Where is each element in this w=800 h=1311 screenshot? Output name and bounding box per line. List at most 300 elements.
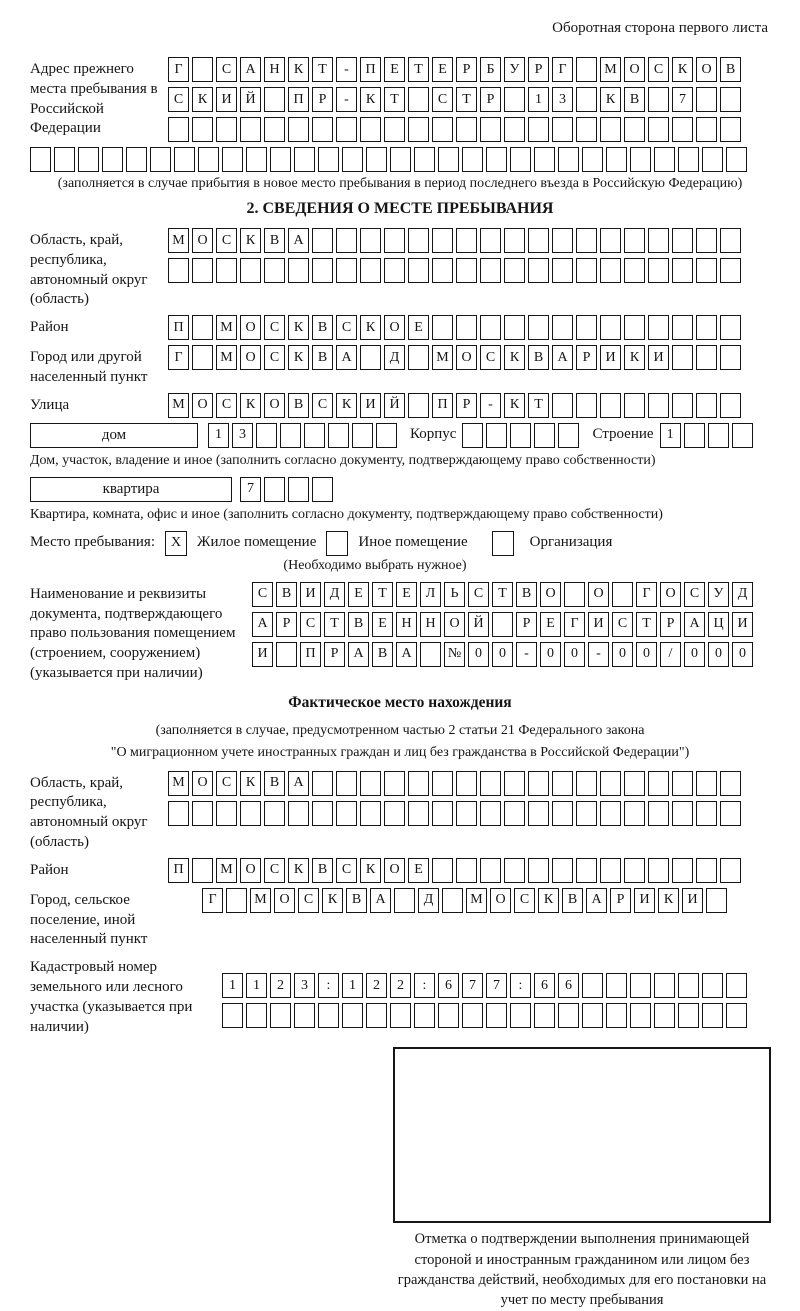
char-box[interactable] bbox=[456, 258, 477, 283]
actual-region-row-2[interactable] bbox=[168, 801, 744, 826]
char-box[interactable]: Д bbox=[324, 582, 345, 607]
char-box[interactable] bbox=[630, 147, 651, 172]
char-box[interactable] bbox=[696, 771, 717, 796]
char-box[interactable] bbox=[462, 147, 483, 172]
char-box[interactable]: П bbox=[288, 87, 309, 112]
char-box[interactable]: М bbox=[432, 345, 453, 370]
char-box[interactable]: К bbox=[288, 858, 309, 883]
char-box[interactable] bbox=[606, 1003, 627, 1028]
char-box[interactable] bbox=[432, 228, 453, 253]
char-box[interactable] bbox=[552, 315, 573, 340]
char-box[interactable]: 1 bbox=[222, 973, 243, 998]
char-box[interactable] bbox=[504, 315, 525, 340]
char-box[interactable] bbox=[672, 117, 693, 142]
char-box[interactable]: В bbox=[348, 612, 369, 637]
char-box[interactable]: 3 bbox=[552, 87, 573, 112]
char-box[interactable]: Д bbox=[732, 582, 753, 607]
char-box[interactable]: В bbox=[312, 315, 333, 340]
char-box[interactable]: 0 bbox=[564, 642, 585, 667]
char-box[interactable]: 7 bbox=[462, 973, 483, 998]
char-box[interactable]: К bbox=[360, 315, 381, 340]
char-box[interactable] bbox=[600, 228, 621, 253]
char-box[interactable]: С bbox=[336, 858, 357, 883]
char-box[interactable]: - bbox=[336, 57, 357, 82]
char-box[interactable] bbox=[558, 147, 579, 172]
char-box[interactable] bbox=[702, 973, 723, 998]
char-box[interactable] bbox=[312, 117, 333, 142]
char-box[interactable]: - bbox=[516, 642, 537, 667]
char-box[interactable]: С bbox=[684, 582, 705, 607]
char-box[interactable] bbox=[672, 345, 693, 370]
char-box[interactable]: Г bbox=[202, 888, 223, 913]
char-box[interactable] bbox=[480, 315, 501, 340]
char-box[interactable] bbox=[684, 423, 705, 448]
char-box[interactable]: Р bbox=[480, 87, 501, 112]
char-box[interactable] bbox=[432, 258, 453, 283]
char-box[interactable]: Р bbox=[456, 57, 477, 82]
char-box[interactable]: И bbox=[588, 612, 609, 637]
char-box[interactable]: О bbox=[696, 57, 717, 82]
char-box[interactable] bbox=[696, 258, 717, 283]
char-box[interactable]: В bbox=[720, 57, 741, 82]
char-box[interactable]: 1 bbox=[342, 973, 363, 998]
char-box[interactable]: 0 bbox=[732, 642, 753, 667]
char-box[interactable] bbox=[504, 771, 525, 796]
char-box[interactable] bbox=[336, 258, 357, 283]
char-box[interactable]: К bbox=[360, 87, 381, 112]
char-box[interactable] bbox=[552, 117, 573, 142]
char-box[interactable]: О bbox=[384, 315, 405, 340]
char-box[interactable]: О bbox=[624, 57, 645, 82]
apartment-type-box[interactable]: квартира bbox=[30, 477, 232, 502]
char-box[interactable] bbox=[264, 87, 285, 112]
char-box[interactable]: - bbox=[588, 642, 609, 667]
char-box[interactable] bbox=[576, 57, 597, 82]
char-box[interactable] bbox=[432, 771, 453, 796]
char-box[interactable] bbox=[576, 87, 597, 112]
char-box[interactable]: П bbox=[168, 315, 189, 340]
char-box[interactable] bbox=[312, 258, 333, 283]
char-box[interactable] bbox=[462, 423, 483, 448]
char-box[interactable] bbox=[720, 393, 741, 418]
char-box[interactable]: К bbox=[672, 57, 693, 82]
char-box[interactable]: Р bbox=[456, 393, 477, 418]
char-box[interactable] bbox=[648, 771, 669, 796]
char-box[interactable] bbox=[480, 771, 501, 796]
char-box[interactable] bbox=[732, 423, 753, 448]
char-box[interactable] bbox=[648, 117, 669, 142]
prev-address-row-4[interactable] bbox=[30, 147, 770, 172]
char-box[interactable] bbox=[672, 771, 693, 796]
char-box[interactable] bbox=[432, 801, 453, 826]
char-box[interactable]: 1 bbox=[246, 973, 267, 998]
char-box[interactable] bbox=[216, 258, 237, 283]
char-box[interactable] bbox=[696, 801, 717, 826]
char-box[interactable] bbox=[624, 117, 645, 142]
char-box[interactable]: С bbox=[252, 582, 273, 607]
char-box[interactable] bbox=[312, 477, 333, 502]
char-box[interactable] bbox=[408, 258, 429, 283]
char-box[interactable]: В bbox=[528, 345, 549, 370]
char-box[interactable] bbox=[624, 801, 645, 826]
char-box[interactable] bbox=[102, 147, 123, 172]
checkbox-residential[interactable]: X bbox=[165, 531, 187, 556]
char-box[interactable] bbox=[510, 147, 531, 172]
char-box[interactable]: Т bbox=[408, 57, 429, 82]
char-box[interactable] bbox=[504, 258, 525, 283]
char-box[interactable] bbox=[342, 147, 363, 172]
actual-city-row[interactable] bbox=[202, 888, 730, 913]
char-box[interactable] bbox=[486, 423, 507, 448]
char-box[interactable]: К bbox=[288, 315, 309, 340]
char-box[interactable]: 0 bbox=[492, 642, 513, 667]
char-box[interactable] bbox=[408, 228, 429, 253]
char-box[interactable]: С bbox=[264, 345, 285, 370]
cadastral-row-1[interactable] bbox=[222, 973, 750, 998]
char-box[interactable] bbox=[672, 228, 693, 253]
char-box[interactable]: О bbox=[264, 393, 285, 418]
char-box[interactable] bbox=[126, 147, 147, 172]
char-box[interactable]: М bbox=[216, 315, 237, 340]
char-box[interactable]: И bbox=[732, 612, 753, 637]
char-box[interactable]: К bbox=[360, 858, 381, 883]
char-box[interactable] bbox=[222, 147, 243, 172]
char-box[interactable] bbox=[408, 393, 429, 418]
char-box[interactable] bbox=[672, 801, 693, 826]
char-box[interactable]: 2 bbox=[366, 973, 387, 998]
char-box[interactable]: С bbox=[298, 888, 319, 913]
char-box[interactable]: С bbox=[432, 87, 453, 112]
char-box[interactable] bbox=[360, 801, 381, 826]
char-box[interactable]: А bbox=[252, 612, 273, 637]
char-box[interactable] bbox=[432, 858, 453, 883]
char-box[interactable]: И bbox=[300, 582, 321, 607]
char-box[interactable]: Н bbox=[264, 57, 285, 82]
char-box[interactable]: К bbox=[240, 228, 261, 253]
char-box[interactable] bbox=[528, 258, 549, 283]
char-box[interactable] bbox=[534, 147, 555, 172]
char-box[interactable]: М bbox=[168, 228, 189, 253]
char-box[interactable]: С bbox=[514, 888, 535, 913]
char-box[interactable]: / bbox=[660, 642, 681, 667]
char-box[interactable] bbox=[600, 771, 621, 796]
char-box[interactable]: - bbox=[336, 87, 357, 112]
char-box[interactable] bbox=[456, 228, 477, 253]
char-box[interactable]: К bbox=[322, 888, 343, 913]
char-box[interactable] bbox=[192, 801, 213, 826]
char-box[interactable] bbox=[408, 345, 429, 370]
char-box[interactable] bbox=[582, 1003, 603, 1028]
char-box[interactable] bbox=[654, 147, 675, 172]
char-box[interactable]: 0 bbox=[540, 642, 561, 667]
char-box[interactable]: П bbox=[168, 858, 189, 883]
char-box[interactable]: С bbox=[216, 771, 237, 796]
char-box[interactable]: С bbox=[264, 858, 285, 883]
char-box[interactable]: В bbox=[372, 642, 393, 667]
char-box[interactable]: К bbox=[288, 345, 309, 370]
char-box[interactable] bbox=[696, 345, 717, 370]
char-box[interactable] bbox=[720, 87, 741, 112]
char-box[interactable]: М bbox=[168, 393, 189, 418]
char-box[interactable] bbox=[504, 117, 525, 142]
char-box[interactable] bbox=[376, 423, 397, 448]
char-box[interactable] bbox=[720, 258, 741, 283]
char-box[interactable] bbox=[624, 393, 645, 418]
char-box[interactable] bbox=[654, 973, 675, 998]
char-box[interactable] bbox=[174, 147, 195, 172]
char-box[interactable]: А bbox=[288, 228, 309, 253]
street-row[interactable] bbox=[168, 393, 744, 418]
char-box[interactable] bbox=[360, 228, 381, 253]
char-box[interactable] bbox=[198, 147, 219, 172]
char-box[interactable] bbox=[168, 117, 189, 142]
document-row-1[interactable] bbox=[252, 582, 756, 607]
char-box[interactable] bbox=[504, 858, 525, 883]
char-box[interactable]: 0 bbox=[468, 642, 489, 667]
char-box[interactable]: Ц bbox=[708, 612, 729, 637]
char-box[interactable] bbox=[606, 973, 627, 998]
char-box[interactable] bbox=[408, 801, 429, 826]
char-box[interactable] bbox=[528, 117, 549, 142]
char-box[interactable] bbox=[504, 228, 525, 253]
char-box[interactable]: С bbox=[216, 393, 237, 418]
char-box[interactable] bbox=[240, 117, 261, 142]
char-box[interactable]: А bbox=[684, 612, 705, 637]
house-number-cells[interactable] bbox=[208, 423, 400, 448]
char-box[interactable]: 1 bbox=[208, 423, 229, 448]
char-box[interactable] bbox=[576, 858, 597, 883]
char-box[interactable] bbox=[528, 228, 549, 253]
district-row[interactable] bbox=[168, 315, 744, 340]
char-box[interactable]: К bbox=[624, 345, 645, 370]
char-box[interactable] bbox=[384, 228, 405, 253]
char-box[interactable]: У bbox=[708, 582, 729, 607]
city-row[interactable] bbox=[168, 345, 744, 370]
char-box[interactable]: Г bbox=[636, 582, 657, 607]
char-box[interactable] bbox=[192, 258, 213, 283]
char-box[interactable] bbox=[384, 258, 405, 283]
char-box[interactable] bbox=[394, 888, 415, 913]
char-box[interactable]: Е bbox=[396, 582, 417, 607]
char-box[interactable]: 1 bbox=[660, 423, 681, 448]
char-box[interactable]: Ь bbox=[444, 582, 465, 607]
char-box[interactable] bbox=[30, 147, 51, 172]
char-box[interactable]: Е bbox=[348, 582, 369, 607]
char-box[interactable]: Т bbox=[492, 582, 513, 607]
char-box[interactable]: О bbox=[274, 888, 295, 913]
char-box[interactable]: С bbox=[468, 582, 489, 607]
stroenie-cells[interactable] bbox=[660, 423, 756, 448]
char-box[interactable] bbox=[552, 258, 573, 283]
char-box[interactable] bbox=[582, 147, 603, 172]
char-box[interactable]: : bbox=[414, 973, 435, 998]
char-box[interactable] bbox=[504, 87, 525, 112]
char-box[interactable] bbox=[294, 1003, 315, 1028]
char-box[interactable] bbox=[384, 117, 405, 142]
char-box[interactable] bbox=[480, 858, 501, 883]
char-box[interactable]: Т bbox=[528, 393, 549, 418]
char-box[interactable]: 2 bbox=[270, 973, 291, 998]
char-box[interactable]: Е bbox=[408, 315, 429, 340]
char-box[interactable] bbox=[192, 57, 213, 82]
prev-address-row-3[interactable] bbox=[168, 117, 744, 142]
char-box[interactable] bbox=[304, 423, 325, 448]
char-box[interactable] bbox=[270, 1003, 291, 1028]
char-box[interactable] bbox=[534, 1003, 555, 1028]
char-box[interactable]: В bbox=[562, 888, 583, 913]
char-box[interactable] bbox=[706, 888, 727, 913]
char-box[interactable]: 7 bbox=[240, 477, 261, 502]
char-box[interactable]: К bbox=[288, 57, 309, 82]
korpus-cells[interactable] bbox=[462, 423, 582, 448]
char-box[interactable] bbox=[480, 117, 501, 142]
char-box[interactable] bbox=[342, 1003, 363, 1028]
char-box[interactable] bbox=[408, 117, 429, 142]
char-box[interactable] bbox=[600, 801, 621, 826]
document-row-2[interactable] bbox=[252, 612, 756, 637]
char-box[interactable]: И bbox=[252, 642, 273, 667]
char-box[interactable]: О bbox=[490, 888, 511, 913]
char-box[interactable] bbox=[54, 147, 75, 172]
char-box[interactable] bbox=[576, 393, 597, 418]
char-box[interactable]: Г bbox=[564, 612, 585, 637]
char-box[interactable]: Р bbox=[610, 888, 631, 913]
char-box[interactable] bbox=[696, 228, 717, 253]
char-box[interactable]: А bbox=[240, 57, 261, 82]
char-box[interactable]: 3 bbox=[232, 423, 253, 448]
char-box[interactable]: - bbox=[480, 393, 501, 418]
region-row-1[interactable] bbox=[168, 228, 744, 253]
apartment-number-cells[interactable] bbox=[240, 477, 336, 502]
char-box[interactable] bbox=[240, 801, 261, 826]
char-box[interactable]: А bbox=[348, 642, 369, 667]
char-box[interactable]: В bbox=[624, 87, 645, 112]
char-box[interactable] bbox=[558, 423, 579, 448]
char-box[interactable] bbox=[600, 117, 621, 142]
char-box[interactable]: Е bbox=[408, 858, 429, 883]
char-box[interactable]: О bbox=[384, 858, 405, 883]
char-box[interactable]: 0 bbox=[612, 642, 633, 667]
char-box[interactable] bbox=[624, 315, 645, 340]
char-box[interactable] bbox=[168, 258, 189, 283]
char-box[interactable]: С bbox=[648, 57, 669, 82]
char-box[interactable] bbox=[600, 858, 621, 883]
checkbox-other-premises[interactable] bbox=[326, 531, 348, 556]
char-box[interactable] bbox=[192, 345, 213, 370]
char-box[interactable] bbox=[576, 117, 597, 142]
char-box[interactable] bbox=[678, 147, 699, 172]
char-box[interactable]: Г bbox=[552, 57, 573, 82]
char-box[interactable] bbox=[216, 801, 237, 826]
char-box[interactable]: 7 bbox=[486, 973, 507, 998]
char-box[interactable] bbox=[192, 117, 213, 142]
char-box[interactable]: И bbox=[682, 888, 703, 913]
char-box[interactable]: И bbox=[600, 345, 621, 370]
char-box[interactable] bbox=[534, 423, 555, 448]
char-box[interactable] bbox=[648, 858, 669, 883]
char-box[interactable] bbox=[336, 771, 357, 796]
char-box[interactable]: В bbox=[276, 582, 297, 607]
char-box[interactable] bbox=[696, 858, 717, 883]
char-box[interactable]: С bbox=[312, 393, 333, 418]
char-box[interactable]: Е bbox=[540, 612, 561, 637]
char-box[interactable] bbox=[438, 1003, 459, 1028]
char-box[interactable] bbox=[288, 477, 309, 502]
char-box[interactable]: С bbox=[612, 612, 633, 637]
char-box[interactable]: С bbox=[216, 228, 237, 253]
region-row-2[interactable] bbox=[168, 258, 744, 283]
char-box[interactable]: 0 bbox=[708, 642, 729, 667]
char-box[interactable]: Т bbox=[312, 57, 333, 82]
char-box[interactable]: Р bbox=[528, 57, 549, 82]
char-box[interactable]: К bbox=[240, 771, 261, 796]
char-box[interactable] bbox=[552, 228, 573, 253]
char-box[interactable] bbox=[456, 315, 477, 340]
char-box[interactable] bbox=[360, 771, 381, 796]
char-box[interactable] bbox=[360, 345, 381, 370]
char-box[interactable] bbox=[408, 87, 429, 112]
char-box[interactable] bbox=[294, 147, 315, 172]
char-box[interactable]: Т bbox=[372, 582, 393, 607]
char-box[interactable]: О bbox=[588, 582, 609, 607]
char-box[interactable] bbox=[528, 315, 549, 340]
char-box[interactable] bbox=[624, 228, 645, 253]
char-box[interactable] bbox=[726, 1003, 747, 1028]
char-box[interactable] bbox=[486, 1003, 507, 1028]
char-box[interactable]: № bbox=[444, 642, 465, 667]
char-box[interactable]: 7 bbox=[672, 87, 693, 112]
char-box[interactable]: С bbox=[264, 315, 285, 340]
char-box[interactable]: А bbox=[288, 771, 309, 796]
char-box[interactable] bbox=[360, 258, 381, 283]
char-box[interactable] bbox=[408, 771, 429, 796]
char-box[interactable] bbox=[696, 87, 717, 112]
char-box[interactable] bbox=[312, 801, 333, 826]
char-box[interactable] bbox=[366, 1003, 387, 1028]
char-box[interactable] bbox=[582, 973, 603, 998]
char-box[interactable] bbox=[264, 477, 285, 502]
char-box[interactable] bbox=[390, 147, 411, 172]
char-box[interactable] bbox=[720, 345, 741, 370]
char-box[interactable]: 3 bbox=[294, 973, 315, 998]
char-box[interactable] bbox=[414, 1003, 435, 1028]
char-box[interactable] bbox=[648, 228, 669, 253]
char-box[interactable]: М bbox=[600, 57, 621, 82]
char-box[interactable] bbox=[720, 228, 741, 253]
char-box[interactable] bbox=[678, 1003, 699, 1028]
char-box[interactable]: И bbox=[634, 888, 655, 913]
char-box[interactable] bbox=[648, 393, 669, 418]
char-box[interactable] bbox=[552, 858, 573, 883]
char-box[interactable] bbox=[552, 393, 573, 418]
char-box[interactable]: 6 bbox=[534, 973, 555, 998]
char-box[interactable]: Г bbox=[168, 345, 189, 370]
char-box[interactable] bbox=[480, 258, 501, 283]
char-box[interactable] bbox=[270, 147, 291, 172]
char-box[interactable] bbox=[336, 801, 357, 826]
char-box[interactable]: К bbox=[658, 888, 679, 913]
char-box[interactable] bbox=[264, 117, 285, 142]
char-box[interactable] bbox=[558, 1003, 579, 1028]
char-box[interactable]: И bbox=[360, 393, 381, 418]
char-box[interactable]: Н bbox=[420, 612, 441, 637]
char-box[interactable] bbox=[600, 393, 621, 418]
char-box[interactable]: Д bbox=[384, 345, 405, 370]
char-box[interactable]: О bbox=[192, 228, 213, 253]
char-box[interactable] bbox=[702, 1003, 723, 1028]
char-box[interactable] bbox=[456, 801, 477, 826]
char-box[interactable] bbox=[280, 423, 301, 448]
